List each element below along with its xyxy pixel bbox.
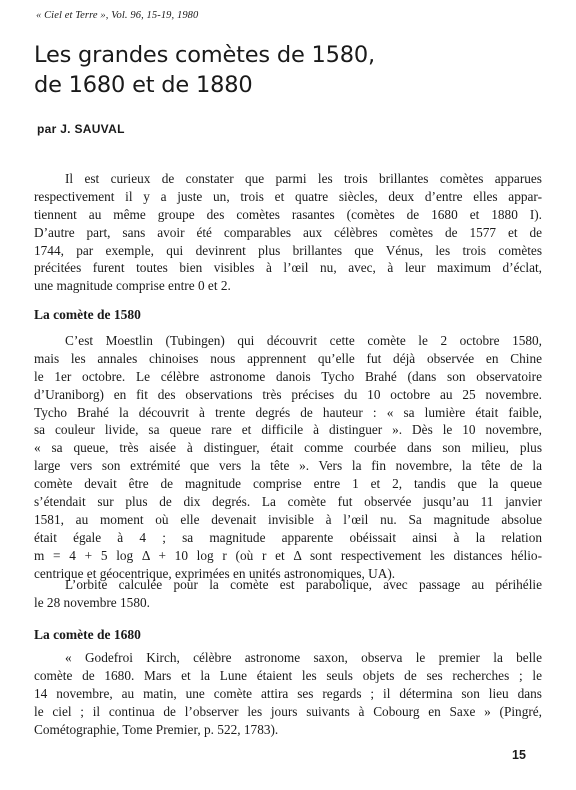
text-line: une magnitude comprise entre 0 et 2. <box>34 278 231 294</box>
section-heading-1580: La comète de 1580 <box>34 307 141 322</box>
journal-reference: « Ciel et Terre », Vol. 96, 15-19, 1980 <box>36 10 199 21</box>
text-line: mais les annales chinoises nous apprennent qu’elle fut déjà observée en Chine <box>34 350 542 366</box>
text-line: L’orbite calculée pour la comète est parabolique, avec passage au périhélie <box>65 577 542 592</box>
section-1580-paragraph-2 <box>34 576 542 612</box>
text-line: s’étendait sur plus de dix degrés. La comète fut observée jusqu’au 11 janvier <box>34 494 542 510</box>
text-line: 1744, par exemple, qui devinrent plus brillantes que Vénus, les trois comètes <box>34 242 542 258</box>
text-line: 14 novembre, au matin, une comète attira ses regards ; il détermina son lieu dans <box>34 685 542 701</box>
section-1680-paragraph-1 <box>34 649 542 738</box>
text-line: tiennent au même groupe des comètes rasantes (comètes de 1680 et 1880 I). <box>34 206 542 222</box>
text-line: Il est curieux de constater que parmi les trois brillantes comètes apparues <box>65 171 542 186</box>
text-line: centrique et géocentrique, exprimées en unités astronomiques, UA). <box>34 565 396 581</box>
text-line: large vers son extrémité que vers la tête ». Vers la fin novembre, la tête de la <box>34 458 542 474</box>
page-number: 15 <box>512 748 526 762</box>
title-line-1: Les grandes comètes de 1580, <box>34 42 375 68</box>
text-line: comète de 1680. Mars et la Lune étaient les seuls objets de ses recherches ; le <box>34 667 542 683</box>
text-line: le 28 novembre 1580. <box>34 594 150 610</box>
text-line: le 1er octobre. Le célèbre astronome danois Tycho Brahé (dans son observatoire <box>34 368 542 384</box>
section-1580-paragraph-1 <box>34 332 542 582</box>
article-title <box>34 40 554 100</box>
text-line: sa couleur livide, sa queue rare et difficile à distinguer ». Dès le 10 novembre, <box>34 422 542 438</box>
intro-paragraph <box>34 170 542 295</box>
text-line: le ciel ; il continua de l’observer les jours suivants à Cobourg en Saxe » (Pingré, <box>34 703 542 719</box>
text-line: « Godefroi Kirch, célèbre astronome saxon, observa le premier la belle <box>65 650 542 665</box>
text-line: Tycho Brahé la découvrit à trente degrés de hauteur : « sa lumière était faible, <box>34 404 542 420</box>
text-line: m = 4 + 5 log Δ + 10 log r (où r et Δ sont respectivement les distances hélio- <box>34 547 542 563</box>
text-line: « sa queue, très aisée à distinguer, était comme courbée dans son milieu, plus <box>34 440 542 456</box>
text-line: 1581, au moment où elle devenait invisible à l’œil nu. Sa magnitude absolue <box>34 511 542 527</box>
text-line: était égale à 4 ; sa magnitude apparente obéissait ainsi à la relation <box>34 529 542 545</box>
text-line: respectivement il y a juste un, trois et quatre siècles, deux d’entre elles appar- <box>34 188 542 204</box>
text-line: D’autre part, sans avoir été comparables aux célèbres comètes de 1577 et de <box>34 224 542 240</box>
section-heading-1680: La comète de 1680 <box>34 627 141 642</box>
text-line: Cométographie, Tome Premier, p. 522, 1783). <box>34 721 279 737</box>
title-line-2: de 1680 et de 1880 <box>34 72 253 98</box>
text-line: comète devait être de magnitude comprise entre 1 et 2, tandis que la queue <box>34 476 542 492</box>
author-byline: par J. SAUVAL <box>37 122 125 136</box>
text-line: C’est Moestlin (Tubingen) qui découvrit cette comète le 2 octobre 1580, <box>65 333 542 348</box>
text-line: d’Uraniborg) en fit des observations très précises du 10 octobre au 25 novembre. <box>34 386 542 402</box>
text-line: précitées furent toutes bien visibles à l’œil nu, avec, à leur maximum d’éclat, <box>34 260 542 276</box>
